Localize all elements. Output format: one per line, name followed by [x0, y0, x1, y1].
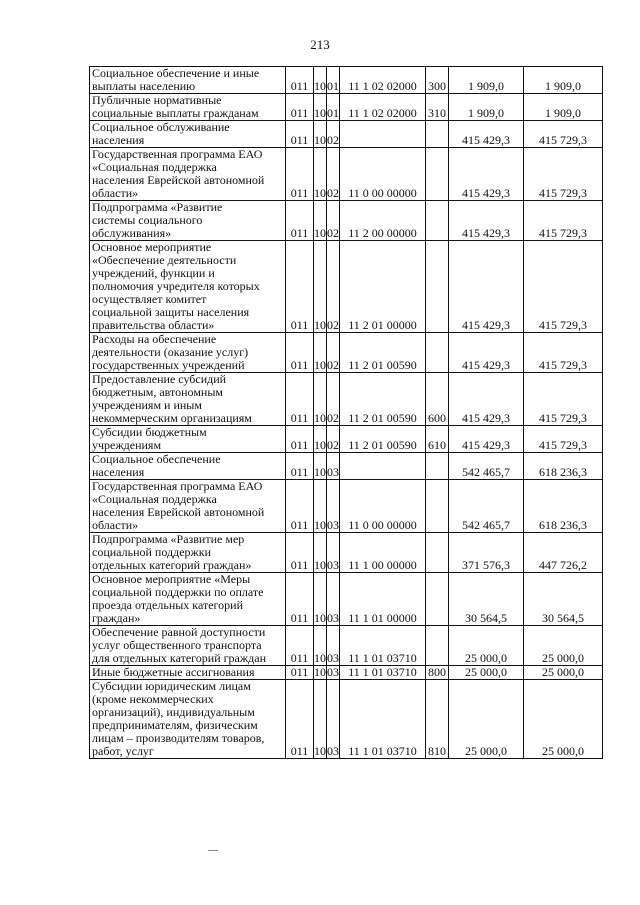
amount-year1-cell: 415 429,3 [449, 241, 524, 333]
amount-year2-cell: 415 729,3 [524, 373, 603, 426]
amount-year1-cell: 415 429,3 [449, 373, 524, 426]
section-code-cell: 10 [314, 121, 327, 148]
expense-type-cell [426, 453, 449, 480]
amount-year2-cell: 415 729,3 [524, 426, 603, 453]
section-code-cell: 10 [314, 94, 327, 121]
expense-type-cell [426, 333, 449, 373]
ministry-code-cell: 011 [286, 680, 314, 759]
amount-year1-cell: 542 465,7 [449, 480, 524, 533]
section-code-cell: 10 [314, 680, 327, 759]
ministry-code-cell: 011 [286, 241, 314, 333]
amount-year1-cell: 1 909,0 [449, 94, 524, 121]
budget-table [89, 66, 603, 759]
row-name-cell: Подпрограмма «Развитие системы социального обслуживания» [90, 201, 286, 241]
row-name-cell: Публичные нормативные социальные выплаты гражданам [90, 94, 286, 121]
subsection-code-cell: 03 [327, 573, 340, 626]
row-name-cell: Основное мероприятие «Меры социальной поддержки по оплате проезда отдельных категорий граждан» [90, 573, 286, 626]
table-row [90, 480, 603, 533]
target-article-cell: 11 2 00 00000 [340, 201, 426, 241]
amount-year2-cell: 618 236,3 [524, 453, 603, 480]
ministry-code-cell: 011 [286, 666, 314, 680]
table-row [90, 373, 603, 426]
expense-type-cell [426, 480, 449, 533]
amount-year1-cell: 25 000,0 [449, 626, 524, 666]
expense-type-cell [426, 121, 449, 148]
row-name-cell: Социальное обслуживание населения [90, 121, 286, 148]
ministry-code-cell: 011 [286, 480, 314, 533]
section-code-cell: 10 [314, 533, 327, 573]
subsection-code-cell: 02 [327, 373, 340, 426]
amount-year1-cell: 415 429,3 [449, 333, 524, 373]
subsection-code-cell: 02 [327, 148, 340, 201]
subsection-code-cell: 02 [327, 241, 340, 333]
table-row [90, 94, 603, 121]
row-name-cell: Государственная программа ЕАО «Социальная поддержка населения Еврейской автономной области» [90, 480, 286, 533]
amount-year1-cell: 415 429,3 [449, 121, 524, 148]
row-name-cell: Подпрограмма «Развитие мер социальной поддержки отдельных категорий граждан» [90, 533, 286, 573]
section-code-cell: 10 [314, 480, 327, 533]
amount-year1-cell: 415 429,3 [449, 201, 524, 241]
amount-year2-cell: 618 236,3 [524, 480, 603, 533]
subsection-code-cell: 03 [327, 480, 340, 533]
table-row [90, 201, 603, 241]
section-code-cell: 10 [314, 373, 327, 426]
section-code-cell: 10 [314, 665, 326, 679]
expense-type-cell [426, 148, 449, 201]
target-article-cell: 11 2 01 00000 [340, 241, 426, 333]
expense-type-cell [426, 626, 449, 666]
target-article-cell: 11 1 00 00000 [340, 533, 426, 573]
expense-type-cell [426, 241, 449, 333]
target-article-cell: 11 1 02 02000 [340, 94, 426, 121]
expense-type-cell: 810 [426, 680, 449, 759]
amount-year2-cell: 25 000,0 [524, 626, 603, 666]
amount-year2-cell: 447 726,2 [524, 533, 603, 573]
ministry-code-cell: 011 [286, 626, 314, 666]
target-article-cell: 11 1 01 03710 [340, 626, 426, 666]
row-name-cell: Субсидии юридическим лицам (кроме некоммерческих организаций), индивидуальным предпринимателям, физическим лицам – производителям товаров, работ, услуг [90, 680, 286, 759]
table-row [90, 573, 603, 626]
ministry-code-cell: 011 [286, 426, 314, 453]
target-article-cell: 11 2 01 00590 [340, 426, 426, 453]
table-row [90, 453, 603, 480]
section-code-cell: 10 [314, 426, 327, 453]
subsection-code-cell: 01 [327, 67, 340, 94]
section-code-cell: 10 [314, 453, 327, 480]
page-number: 213 [310, 37, 330, 52]
ministry-code-cell: 011 [286, 373, 314, 426]
row-name-cell: Социальное обеспечение населения [90, 453, 286, 480]
subsection-code-cell: 02 [327, 426, 340, 453]
ministry-code-cell: 011 [286, 453, 314, 480]
amount-year2-cell: 415 729,3 [524, 241, 603, 333]
budget-table-body [90, 67, 603, 759]
row-name-cell: Субсидии бюджетным учреждениям [90, 426, 286, 453]
ministry-code-cell: 011 [286, 201, 314, 241]
amount-year2-cell: 415 729,3 [524, 148, 603, 201]
row-name-cell: Социальное обеспечение и иные выплаты населению [90, 67, 286, 94]
target-article-cell: 11 1 01 03710 [340, 680, 426, 759]
table-row [90, 626, 603, 666]
table-row [90, 426, 603, 453]
section-code-cell: 10 [314, 333, 327, 373]
subsection-code-cell: 03 [327, 680, 340, 759]
expense-type-cell [426, 573, 449, 626]
subsection-code-cell: 03 [327, 453, 340, 480]
section-code-cell: 10 [314, 201, 327, 241]
target-article-cell: 11 2 01 00590 [340, 333, 426, 373]
table-row [90, 148, 603, 201]
section-code-cell: 10 [314, 241, 327, 333]
ministry-code-cell: 011 [286, 333, 314, 373]
expense-type-cell: 300 [426, 67, 449, 94]
target-article-cell: 11 0 00 00000 [340, 148, 426, 201]
ministry-code-cell: 011 [286, 121, 314, 148]
amount-year2-cell: 30 564,5 [524, 573, 603, 626]
section-code-cell: 10 [314, 573, 327, 626]
amount-year1-cell: 415 429,3 [449, 148, 524, 201]
scan-artifact [208, 850, 218, 851]
section-code-cell: 10 [314, 626, 327, 666]
row-name-cell: Обеспечение равной доступности услуг общественного транспорта для отдельных категорий граждан [90, 626, 286, 666]
table-row [90, 333, 603, 373]
amount-year2-cell: 415 729,3 [524, 333, 603, 373]
amount-year2-cell: 415 729,3 [524, 121, 603, 148]
amount-year1-cell: 25 000,0 [449, 680, 524, 759]
amount-year1-cell: 25 000,0 [449, 666, 524, 680]
amount-year2-cell: 1 909,0 [524, 67, 603, 94]
ministry-code-cell: 011 [286, 67, 314, 94]
target-article-cell: 11 1 02 02000 [340, 67, 426, 94]
table-row [90, 680, 603, 759]
ministry-code-cell: 011 [286, 573, 314, 626]
target-article-cell: 11 1 01 00000 [340, 573, 426, 626]
row-name-cell: Государственная программа ЕАО «Социальная поддержка населения Еврейской автономной области» [90, 148, 286, 201]
amount-year2-cell: 25 000,0 [524, 680, 603, 759]
expense-type-cell: 600 [426, 373, 449, 426]
section-code-cell: 10 [314, 148, 327, 201]
amount-year1-cell: 30 564,5 [449, 573, 524, 626]
amount-year2-cell: 1 909,0 [524, 94, 603, 121]
amount-year1-cell: 415 429,3 [449, 426, 524, 453]
target-article-cell [340, 453, 426, 480]
ministry-code-cell: 011 [286, 94, 314, 121]
target-article-cell: 11 1 01 03710 [340, 666, 426, 680]
row-name-cell: Расходы на обеспечение деятельности (оказание услуг) государственных учреждений [90, 333, 286, 373]
amount-year2-cell: 25 000,0 [524, 666, 603, 680]
table-row [90, 666, 603, 680]
ministry-code-cell: 011 [286, 533, 314, 573]
subsection-code-cell: 02 [327, 333, 340, 373]
expense-type-cell [426, 533, 449, 573]
subsection-code-cell: 02 [327, 201, 340, 241]
ministry-code-cell: 011 [286, 148, 314, 201]
row-name-cell: Иные бюджетные ассигнования [90, 666, 286, 680]
amount-year1-cell: 542 465,7 [449, 453, 524, 480]
row-name-cell: Основное мероприятие «Обеспечение деятельности учреждений, функции и полномочия учредителя которых осуществляет комитет социальной защиты населения правительства области» [90, 241, 286, 333]
expense-type-cell: 800 [426, 666, 449, 680]
table-row [90, 67, 603, 94]
target-article-cell [340, 121, 426, 148]
expense-type-cell: 310 [426, 94, 449, 121]
subsection-code-cell: 03 [327, 665, 339, 679]
row-name-cell: Предоставление субсидий бюджетным, автономным учреждениям и иным некоммерческим организациям [90, 373, 286, 426]
subsection-code-cell: 01 [327, 94, 340, 121]
subsection-code-cell: 03 [327, 533, 340, 573]
target-article-cell: 11 0 00 00000 [340, 480, 426, 533]
table-row [90, 533, 603, 573]
amount-year2-cell: 415 729,3 [524, 201, 603, 241]
table-row [90, 241, 603, 333]
expense-type-cell: 610 [426, 426, 449, 453]
target-article-cell: 11 2 01 00590 [340, 373, 426, 426]
amount-year1-cell: 371 576,3 [449, 533, 524, 573]
section-code-cell: 10 [314, 67, 327, 94]
expense-type-cell [426, 201, 449, 241]
subsection-code-cell: 03 [327, 626, 340, 666]
table-row [90, 121, 603, 148]
amount-year1-cell: 1 909,0 [449, 67, 524, 94]
subsection-code-cell: 02 [327, 121, 340, 148]
